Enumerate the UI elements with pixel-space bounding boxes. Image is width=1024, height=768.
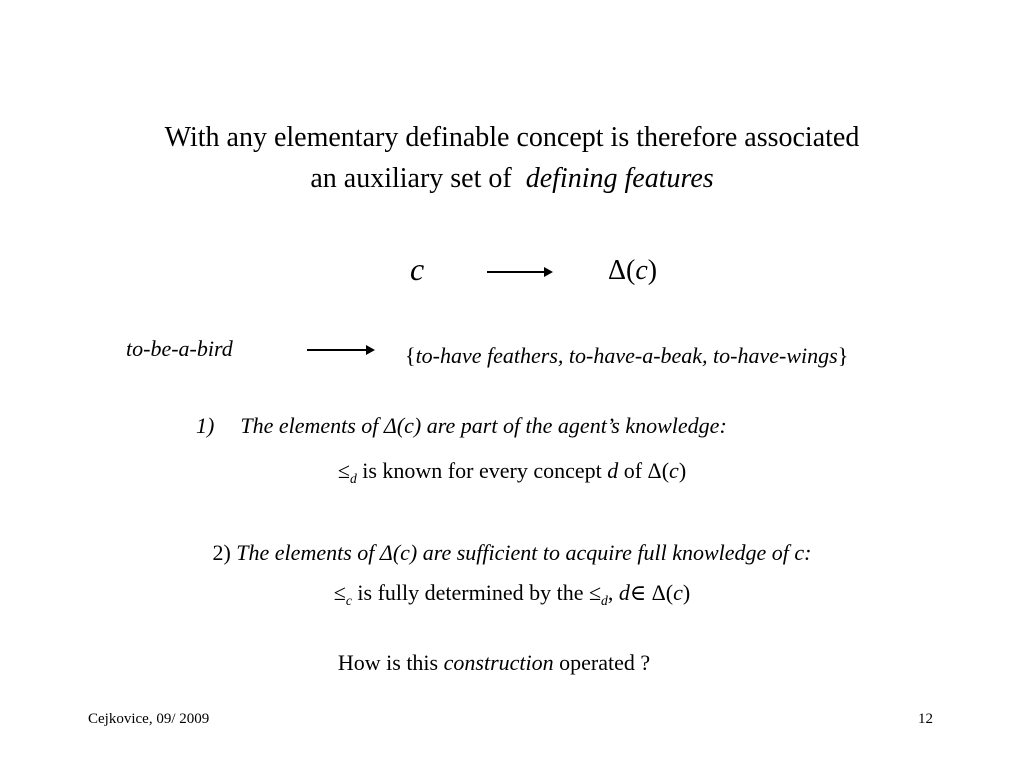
subscript-d: d [349, 470, 357, 486]
point-2-heading [0, 540, 1024, 566]
subscript-d: d [601, 592, 608, 608]
paren-close: ) [647, 255, 658, 286]
point-2-detail-text-3: Δ( [646, 580, 674, 605]
point-1-detail-text-1: is known for every concept [356, 458, 608, 483]
point-2-detail [0, 580, 1024, 606]
variable-c: c [669, 458, 679, 483]
point-1-detail-text-3: ) [678, 458, 687, 483]
subscript-c: c [345, 592, 352, 608]
question-italic: construction [443, 650, 554, 675]
brace-open: { [405, 343, 416, 368]
point-1-number: 1) [196, 413, 215, 438]
example-features [405, 343, 848, 369]
footer-location-date: Cejkovice, 09/ 2009 [88, 711, 210, 727]
delta-of-c [608, 255, 657, 287]
point-1-detail-text-2: of Δ( [618, 458, 670, 483]
delta-symbol: Δ [608, 255, 627, 286]
point-1-detail [0, 458, 1024, 484]
slide-title-line-1 [0, 119, 1024, 157]
brace-close: } [837, 343, 849, 368]
example-arrow [307, 349, 373, 351]
variable-d: d [618, 580, 630, 605]
point-2-detail-text-2: , [607, 580, 619, 605]
leq-symbol: ≤ [337, 458, 350, 483]
title-line-2-prefix: an auxiliary set of [310, 163, 512, 194]
delta-symbol: Δ [383, 413, 397, 438]
point-1-text-a: The elements of [240, 413, 384, 438]
slide-title-line-2 [0, 160, 1024, 198]
closing-question [0, 650, 988, 676]
point-1-text-b: (c) are part of the agent’s knowledge: [396, 413, 727, 438]
delta-arg-c: c [635, 255, 648, 286]
point-2-text-b: (c) are sufficient to acquire full knowledge of c: [392, 540, 812, 565]
point-2-text-a: The elements of [236, 540, 380, 565]
example-concept: to-be-a-bird [126, 336, 233, 361]
title-line-2-italic: defining features [525, 163, 714, 194]
question-suffix: operated ? [553, 650, 651, 675]
point-2-number: 2) [212, 540, 237, 565]
element-of-symbol: ∈ [629, 580, 647, 605]
point-2-detail-text-1: is fully determined by the ≤ [351, 580, 602, 605]
features-list: to-have feathers, to-have-a-beak, to-have-wings [415, 343, 838, 368]
leq-symbol: ≤ [333, 580, 346, 605]
variable-c: c [673, 580, 683, 605]
mapping-arrow [487, 271, 551, 273]
variable-d: d [607, 458, 619, 483]
slide-number: 12 [918, 711, 933, 727]
point-2-detail-text-4: ) [682, 580, 691, 605]
concept-symbol-c: c [410, 251, 425, 287]
title-line-1-text: With any elementary definable concept is therefore associated [164, 122, 860, 153]
question-prefix: How is this [337, 650, 444, 675]
point-1-heading [196, 413, 727, 439]
paren-open: ( [626, 255, 636, 286]
delta-symbol: Δ [379, 540, 393, 565]
